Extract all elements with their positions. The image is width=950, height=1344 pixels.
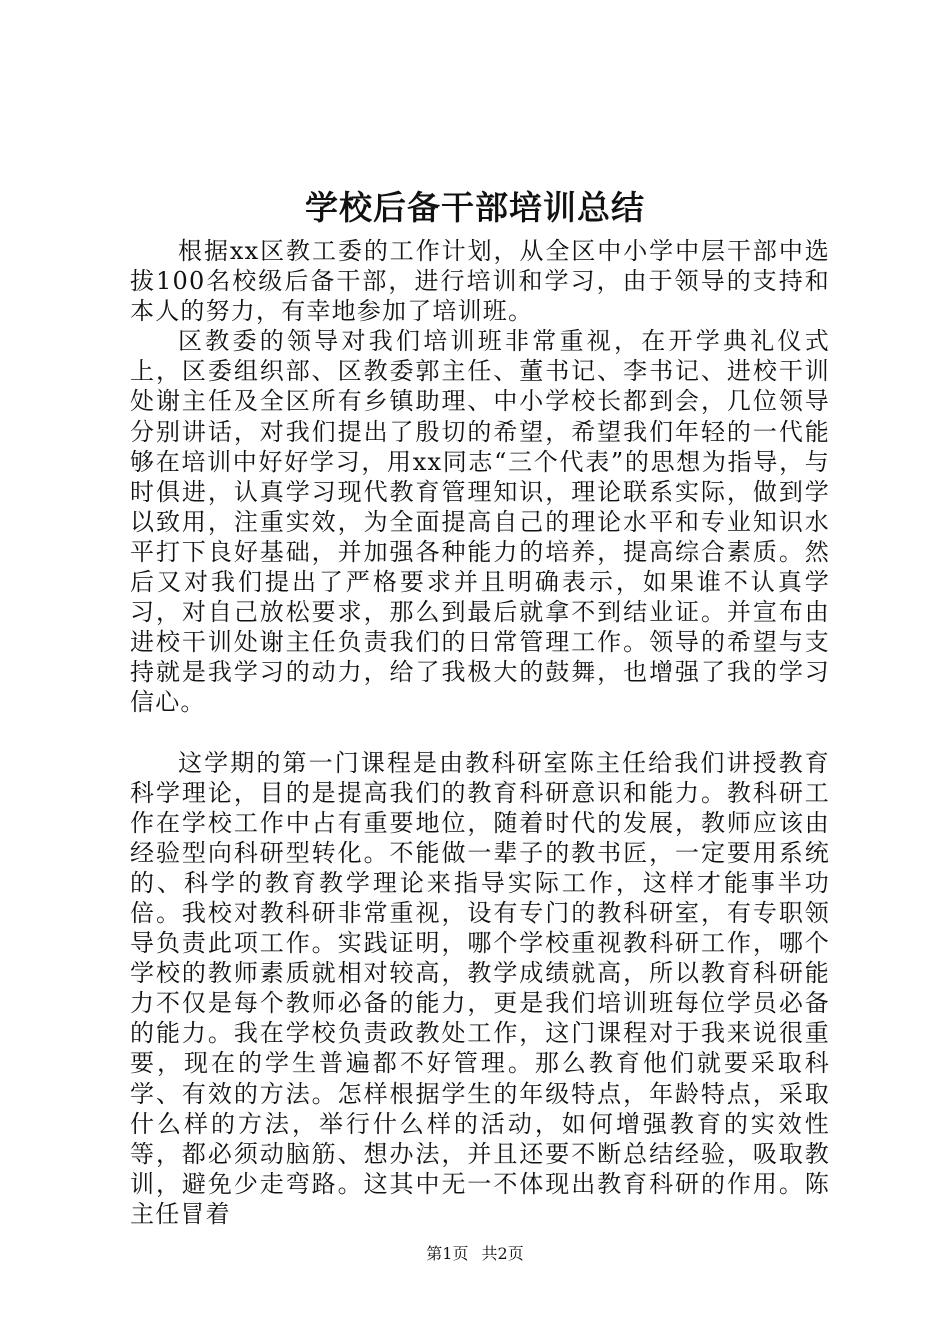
page-footer	[0, 1243, 950, 1265]
page-number: 第1页	[426, 1244, 469, 1263]
document-title: 学校后备干部培训总结	[305, 188, 645, 227]
paragraph-3: 这学期的第一门课程是由教科研室陈主任给我们讲授教育科学理论，目的是提高我们的教育科研意识和能力。教科研工作在学校工作中占有重要地位，随着时代的发展，教师应该由经验型向科研型转化。不能做一辈子的教书匠，一定要用系统的、科学的教育教学理论来指导实际工作，这样才能事半功倍。我校对教科研非常重视，设有专门的教科研室，有专职领导负责此项工作。实践证明，哪个学校重视教科研工作，哪个学校的教师素质就相对较高，教学成绩就高，所以教育科研能力不仅是每个教师必备的能力，更是我们培训班每位学员必备的能力。我在学校负责政教处工作，这门课程对于我来说很重要，现在的学生普遍都不好管理。那么教育他们就要采取科学、有效的方法。怎样根据学生的年级特点，年龄特点，采取什么样的方法，举行什么样的活动，如何增强教育的实效性等，都必须动脑筋、想办法，并且还要不断总结经验，吸取教训，避免少走弯路。这其中无一不体现出教育科研的作用。陈主任冒着	[130, 748, 830, 1228]
document-body	[130, 236, 830, 1229]
paragraph-2: 区教委的领导对我们培训班非常重视，在开学典礼仪式上，区委组织部、区教委郭主任、董书记、李书记、进校干训处谢主任及全区所有乡镇助理、中小学校长都到会，几位领导分别讲话，对我们提出了殷切的希望，希望我们年轻的一代能够在培训中好好学习，用xx同志“三个代表”的思想为指导，与时俱进，认真学习现代教育管理知识，理论联系实际，做到学以致用，注重实效，为全面提高自己的理论水平和专业知识水平打下良好基础，并加强各种能力的培养，提高综合素质。然后又对我们提出了严格要求并且明确表示，如果谁不认真学习，对自己放松要求，那么到最后就拿不到结业证。并宣布由进校干训处谢主任负责我们的日常管理工作。领导的希望与支持就是我学习的动力，给了我极大的鼓舞，也增强了我的学习信心。	[130, 327, 830, 717]
paragraph-1: 根据xx区教工委的工作计划，从全区中小学中层干部中选拔100名校级后备干部，进行培训和学习，由于领导的支持和本人的努力，有幸地参加了培训班。	[130, 237, 830, 326]
page-total: 共2页	[481, 1244, 524, 1263]
